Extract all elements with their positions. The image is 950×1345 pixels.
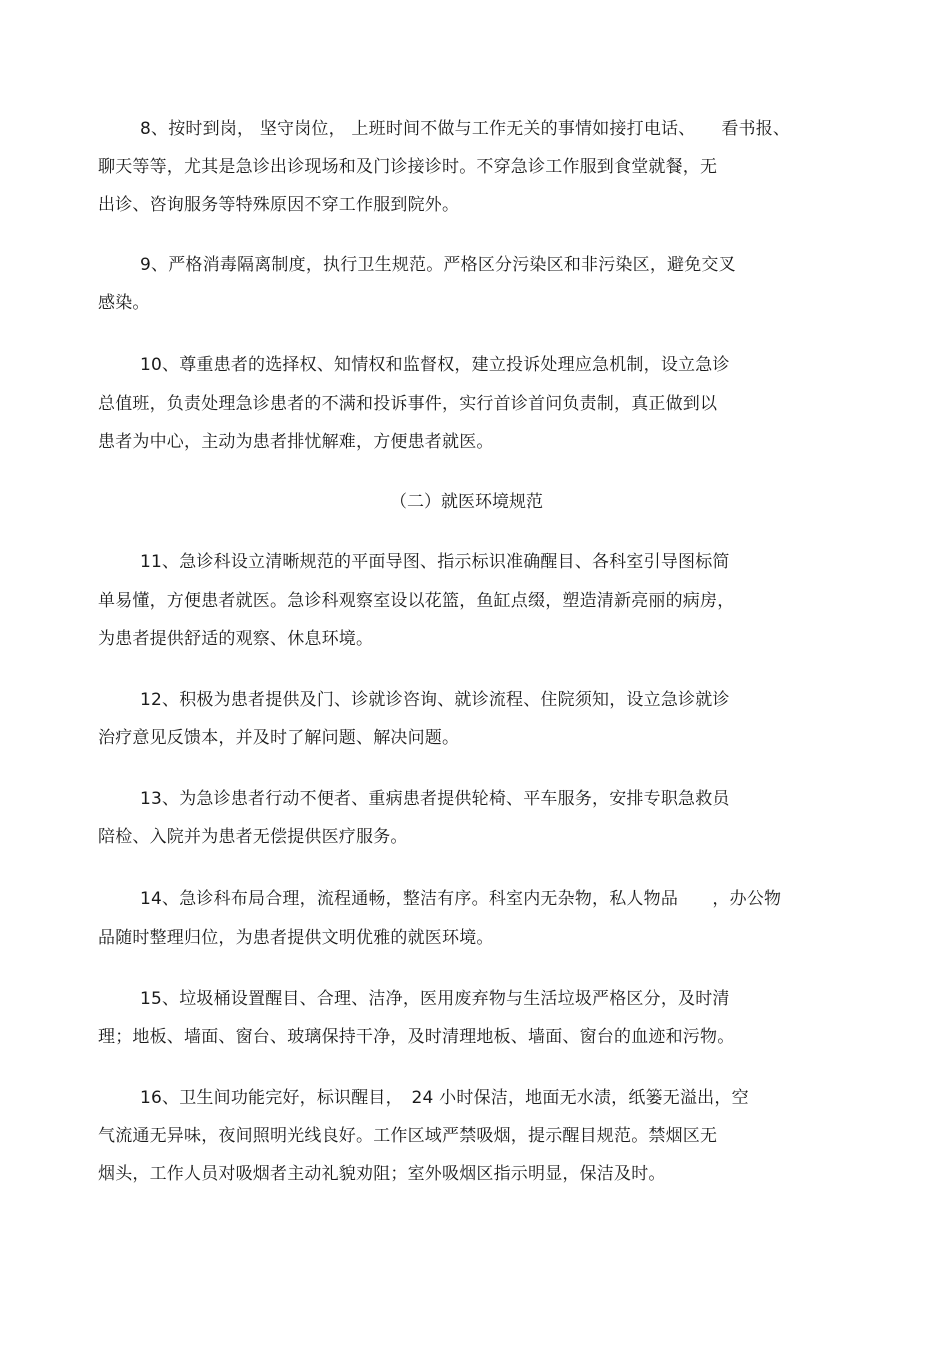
paragraph-16-line-2: 气流通无异味，夜间照明光线良好。工作区域严禁吸烟，提示醒目规范。禁烟区无 xyxy=(98,1126,718,1146)
paragraph-8-line-2: 聊天等等，尤其是急诊出诊现场和及门诊接诊时。不穿急诊工作服到食堂就餐，无 xyxy=(98,157,718,177)
paragraph-15-line-2: 理；地板、墙面、窗台、玻璃保持干净，及时清理地板、墙面、窗台的血迹和污物。 xyxy=(98,1027,735,1047)
paragraph-13-line-2: 陪检、入院并为患者无偿提供医疗服务。 xyxy=(98,827,408,847)
paragraph-11-line-2: 单易懂，方便患者就医。急诊科观察室设以花篮，鱼缸点缀，塑造清新亮丽的病房， xyxy=(98,591,735,611)
paragraph-12-line-2: 治疗意见反馈本，并及时了解问题、解决问题。 xyxy=(98,728,460,748)
paragraph-13-line-1: 13、为急诊患者行动不便者、重病患者提供轮椅、平车服务，安排专职急救员 xyxy=(140,789,730,809)
section-heading: （二）就医环境规范 xyxy=(390,492,543,512)
paragraph-10-line-1: 10、尊重患者的选择权、知情权和监督权，建立投诉处理应急机制，设立急诊 xyxy=(140,355,730,375)
paragraph-8-line-3: 出诊、咨询服务等特殊原因不穿工作服到院外。 xyxy=(98,195,460,215)
paragraph-16-line-3: 烟头，工作人员对吸烟者主动礼貌劝阻；室外吸烟区指示明显，保洁及时。 xyxy=(98,1164,666,1184)
paragraph-9-line-2: 感染。 xyxy=(98,293,150,313)
paragraph-14-line-1: 14、急诊科布局合理，流程通畅，整洁有序。科室内无杂物，私人物品 ，办公物 xyxy=(140,889,782,909)
paragraph-11-line-1: 11、急诊科设立清晰规范的平面导图、指示标识准确醒目、各科室引导图标简 xyxy=(140,552,730,572)
paragraph-8-line-1: 8、按时到岗， 坚守岗位， 上班时间不做与工作无关的事情如接打电话、 看书报、 xyxy=(140,119,791,139)
paragraph-10-line-2: 总值班，负责处理急诊患者的不满和投诉事件，实行首诊首问负责制，真正做到以 xyxy=(98,394,718,414)
paragraph-12-line-1: 12、积极为患者提供及门、诊就诊咨询、就诊流程、住院须知，设立急诊就诊 xyxy=(140,690,730,710)
paragraph-16-line-1: 16、卫生间功能完好，标识醒目， 24 小时保洁，地面无水渍，纸篓无溢出，空 xyxy=(140,1088,749,1108)
paragraph-14-line-2: 品随时整理归位，为患者提供文明优雅的就医环境。 xyxy=(98,928,494,948)
paragraph-15-line-1: 15、垃圾桶设置醒目、合理、洁净，医用废弃物与生活垃圾严格区分，及时清 xyxy=(140,989,730,1009)
paragraph-11-line-3: 为患者提供舒适的观察、休息环境。 xyxy=(98,629,374,649)
paragraph-9-line-1: 9、严格消毒隔离制度，执行卫生规范。严格区分污染区和非污染区，避免交叉 xyxy=(140,255,736,275)
paragraph-10-line-3: 患者为中心，主动为患者排忧解难，方便患者就医。 xyxy=(98,432,494,452)
